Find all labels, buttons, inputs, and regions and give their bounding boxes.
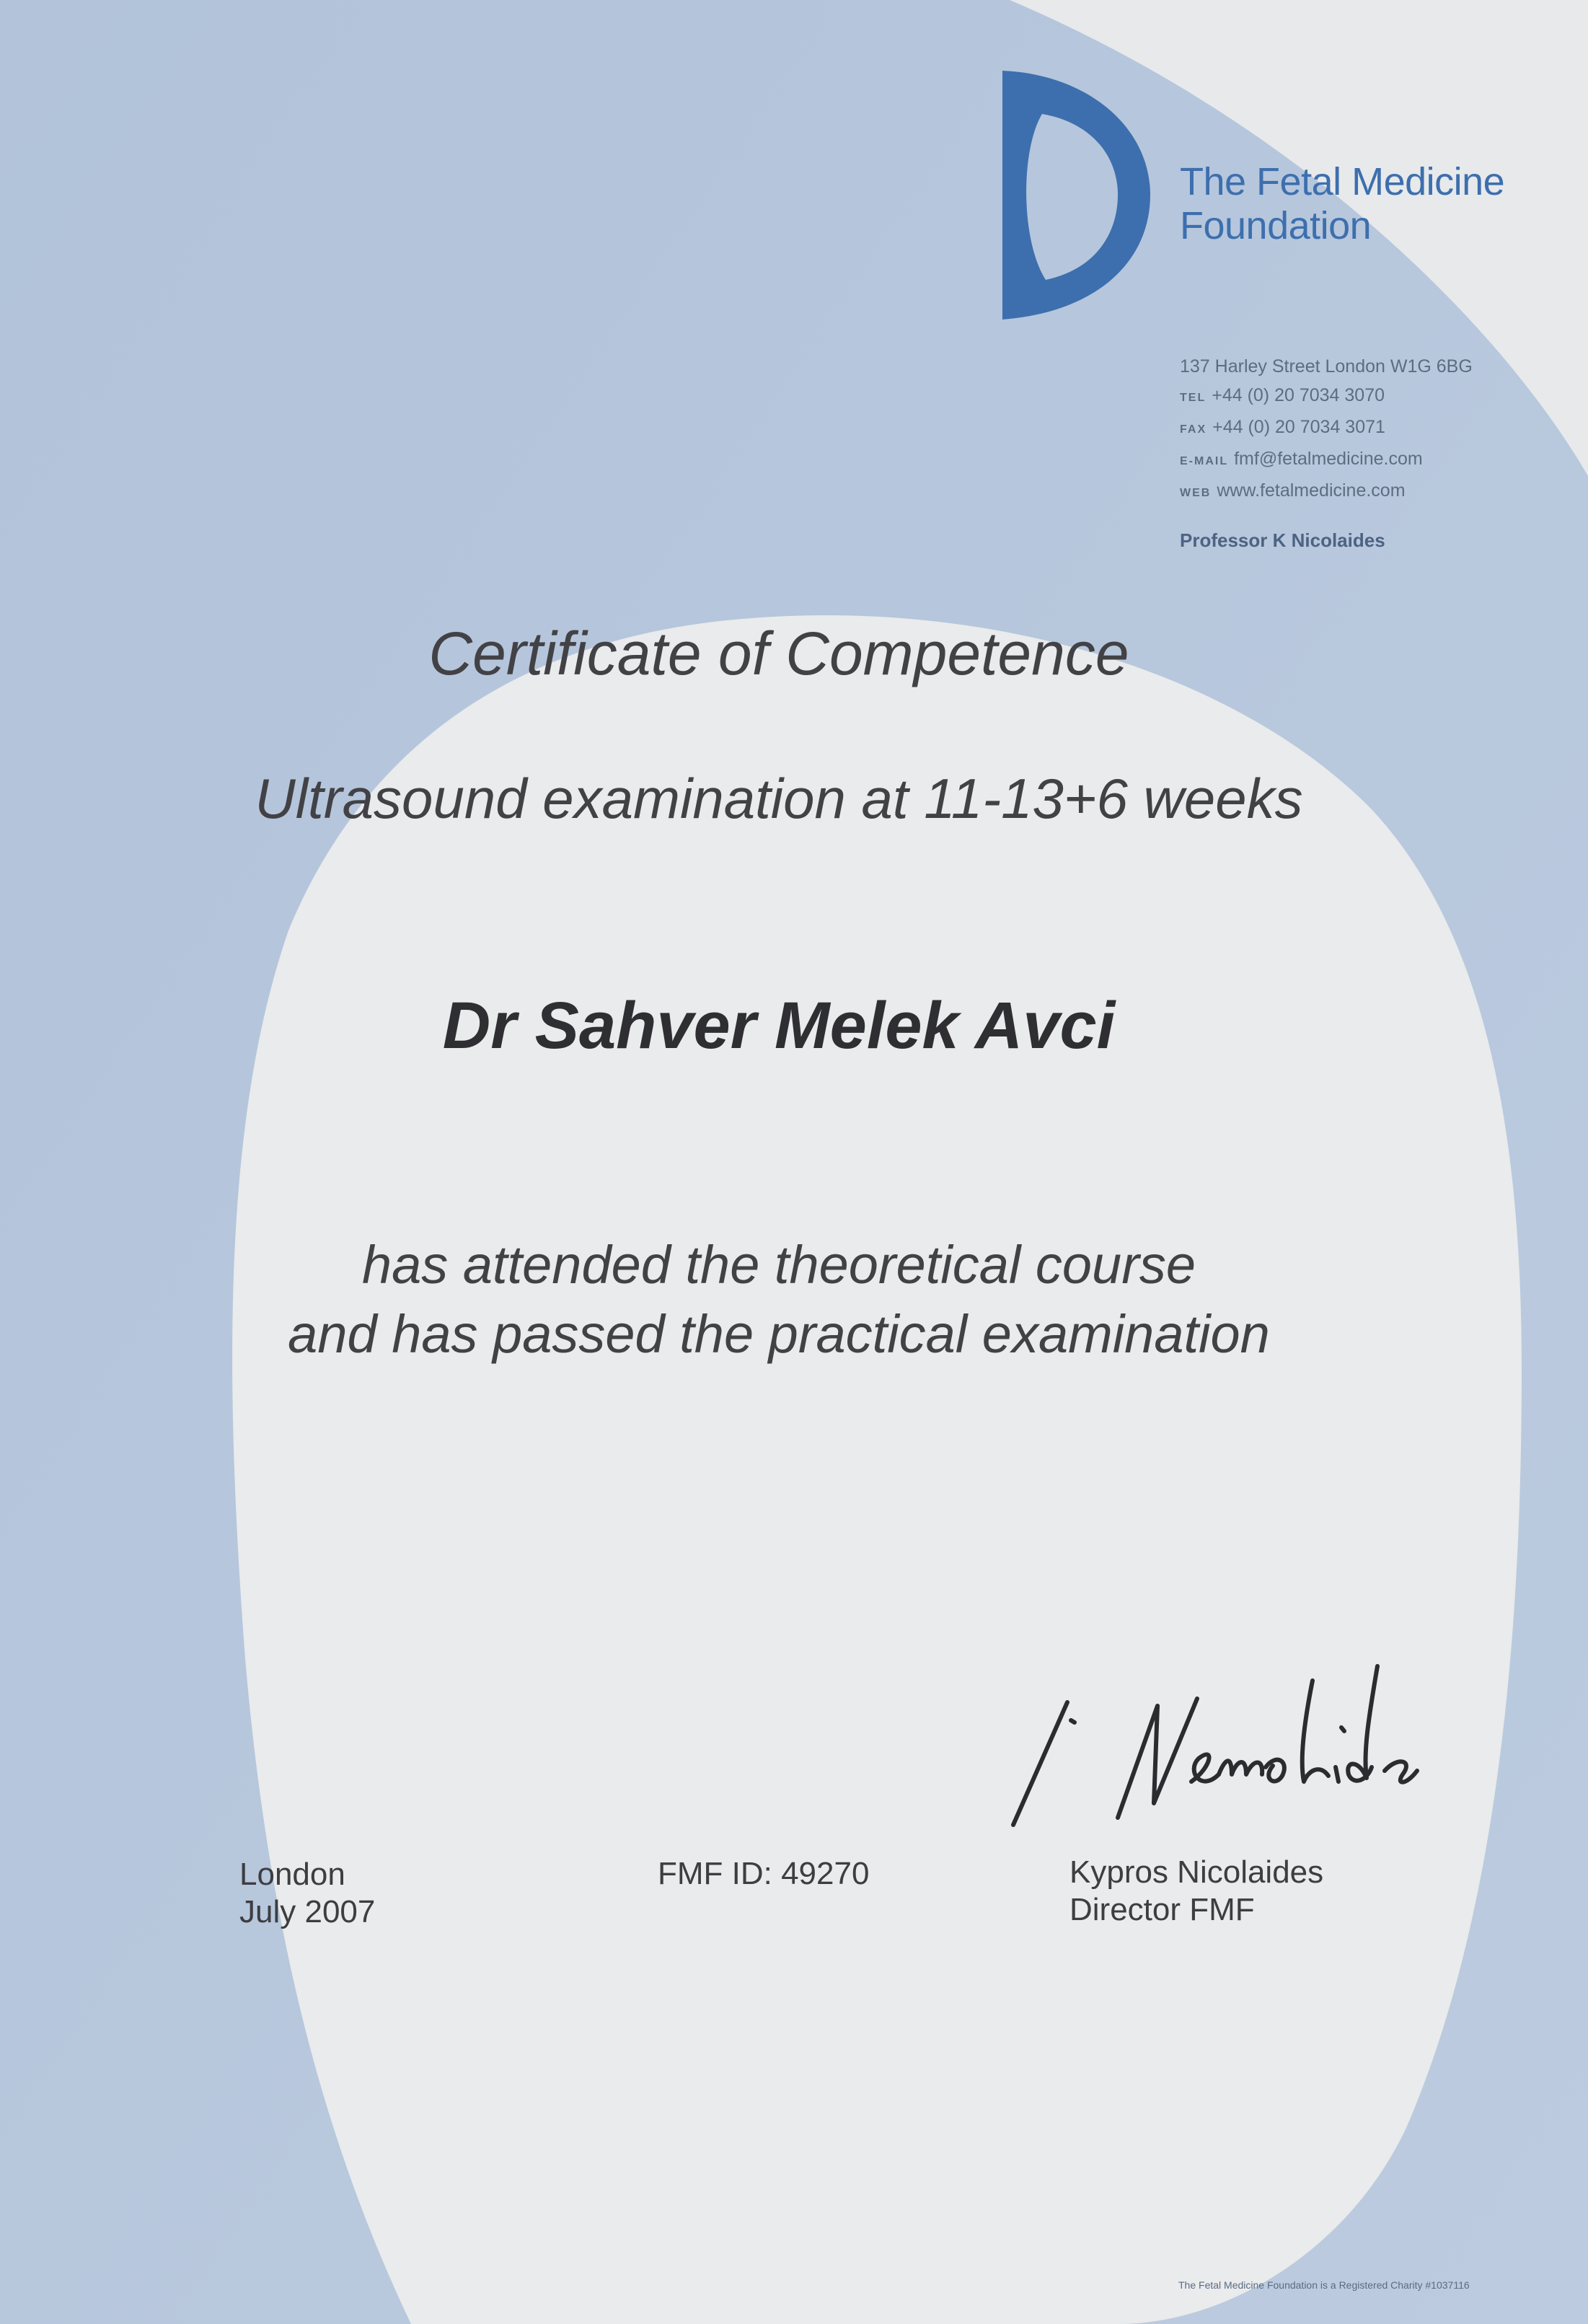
organization-name-line1: The Fetal Medicine (1180, 160, 1505, 203)
web-address: www.fetalmedicine.com (1217, 480, 1406, 501)
fmf-id: FMF ID: 49270 (658, 1856, 870, 1891)
certificate-title: Certificate of Competence (428, 620, 1129, 687)
fmf-logo-mark (1002, 71, 1157, 320)
certificate-statement (0, 1231, 1558, 1369)
organization-name (1180, 160, 1504, 248)
email-address: fmf@fetalmedicine.com (1234, 449, 1423, 469)
statement-line1: has attended the theoretical course (362, 1235, 1196, 1295)
certificate-subtitle: Ultrasound examination at 11-13+6 weeks (255, 767, 1303, 830)
fax-number: +44 (0) 20 7034 3071 (1212, 417, 1385, 437)
signatory-name: Kypros Nicolaides (1069, 1854, 1324, 1890)
organization-name-line2: Foundation (1180, 204, 1372, 247)
place: London (239, 1857, 345, 1892)
signatory (1069, 1854, 1323, 1929)
fax-row (1180, 413, 1473, 444)
recipient-name: Dr Sahver Melek Avci (442, 989, 1116, 1062)
telephone-row (1180, 381, 1473, 413)
web-row (1180, 476, 1473, 508)
signatory-title: Director FMF (1069, 1892, 1255, 1927)
place-and-date (239, 1856, 375, 1931)
fax-label: FAX (1180, 423, 1207, 436)
charity-note: The Fetal Medicine Foundation is a Registered Charity #1037116 (1178, 2279, 1470, 2291)
email-row (1180, 444, 1473, 476)
tel-label: TEL (1180, 392, 1207, 404)
professor-name: Professor K Nicolaides (1180, 529, 1385, 551)
date: July 2007 (239, 1894, 376, 1929)
web-label: WEB (1180, 487, 1212, 499)
signature (1002, 1637, 1421, 1847)
tel-number: +44 (0) 20 7034 3070 (1212, 385, 1385, 405)
statement-line2: and has passed the practical examination (288, 1304, 1270, 1364)
email-label: E-MAIL (1180, 455, 1229, 467)
address: 137 Harley Street London W1G 6BG (1180, 356, 1473, 377)
contact-details (1180, 352, 1473, 508)
